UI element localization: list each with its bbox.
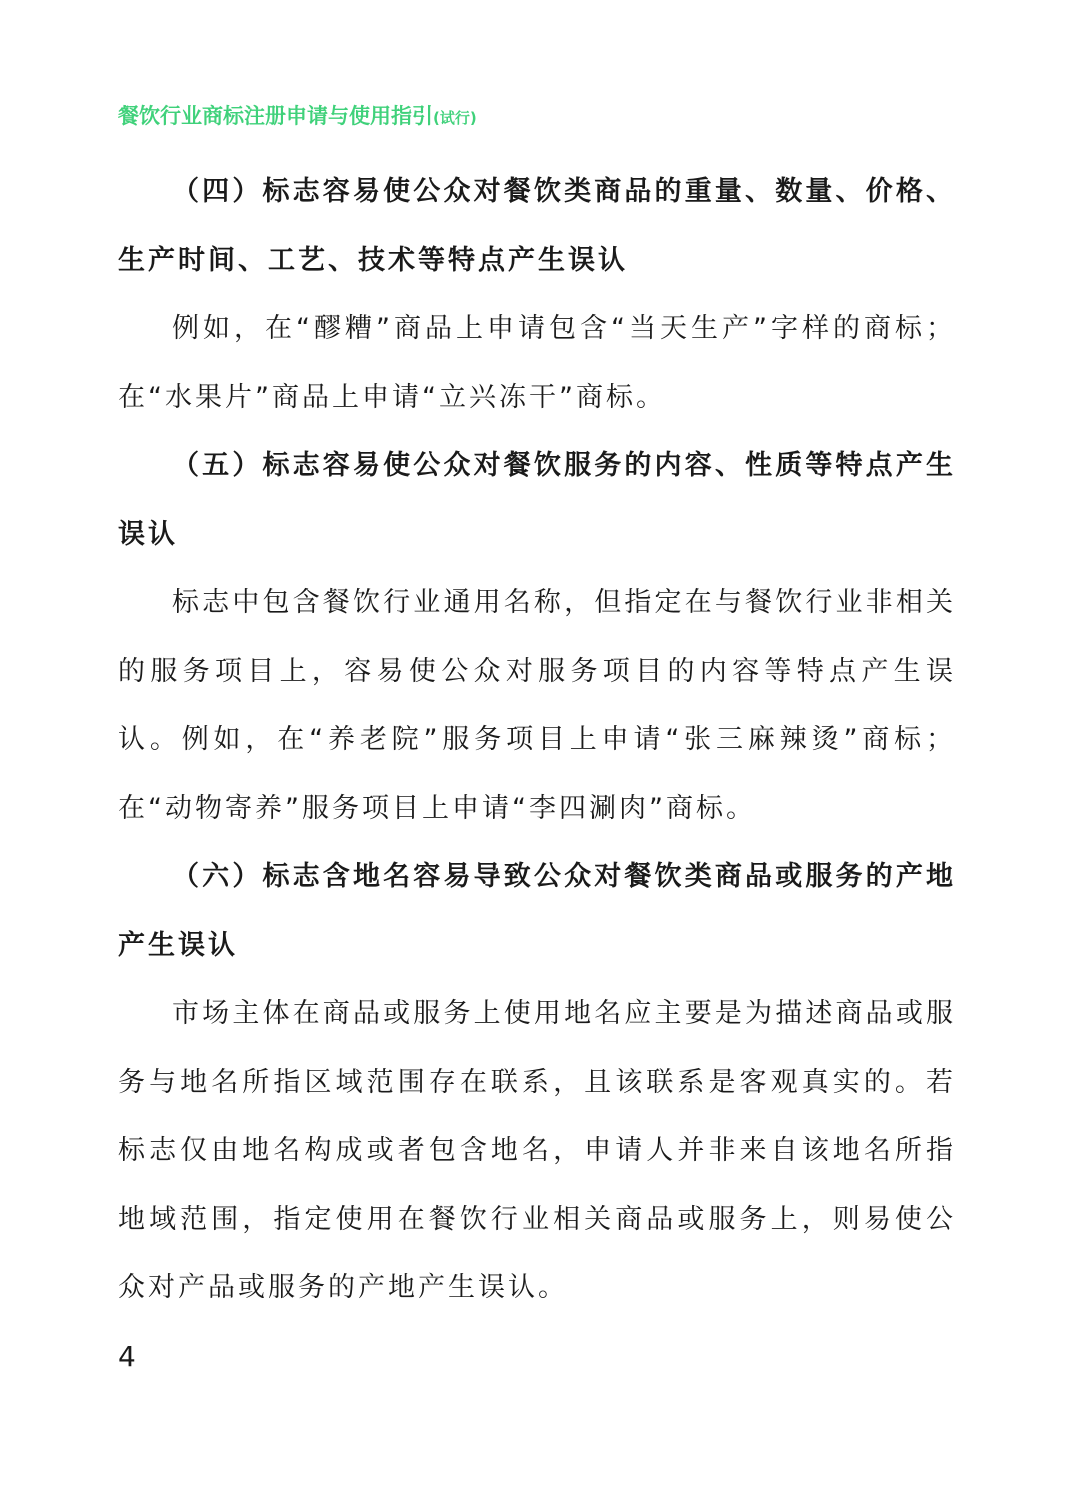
header-title: 餐饮行业商标注册申请与使用指引 bbox=[118, 104, 433, 128]
section-paragraph-6: 市场主体在商品或服务上使用地名应主要是为描述商品或服务与地名所指区域范围存在联系，且该联系是客观真实的。若标志仅由地名构成或者包含地名，申请人并非来自该地名所指地域范围，指定使用在餐饮行业相关商品或服务上，则易使公众对产品或服务的产地产生误认。 bbox=[118, 998, 956, 1303]
section-paragraph-4: 例如，在“醪糟”商品上申请包含“当天生产”字样的商标；在“水果片”商品上申请“立兴冻干”商标。 bbox=[118, 313, 956, 413]
section-paragraph-5: 标志中包含餐饮行业通用名称，但指定在与餐饮行业非相关的服务项目上，容易使公众对服务项目的内容等特点产生误认。例如，在“养老院”服务项目上申请“张三麻辣烫”商标；在“动物寄养”服务项目上申请“李四涮肉”商标。 bbox=[118, 587, 956, 824]
section-heading-6: （六）标志含地名容易导致公众对餐饮类商品或服务的产地产生误认 bbox=[118, 861, 956, 961]
section-heading-5: （五）标志容易使公众对餐饮服务的内容、性质等特点产生误认 bbox=[118, 450, 956, 550]
running-header bbox=[118, 100, 477, 130]
section-heading-4: （四）标志容易使公众对餐饮类商品的重量、数量、价格、生产时间、工艺、技术等特点产生误认 bbox=[118, 176, 956, 276]
document-body bbox=[118, 158, 956, 1323]
page-number: 4 bbox=[118, 1340, 136, 1373]
header-subtitle: (试行) bbox=[433, 109, 477, 127]
